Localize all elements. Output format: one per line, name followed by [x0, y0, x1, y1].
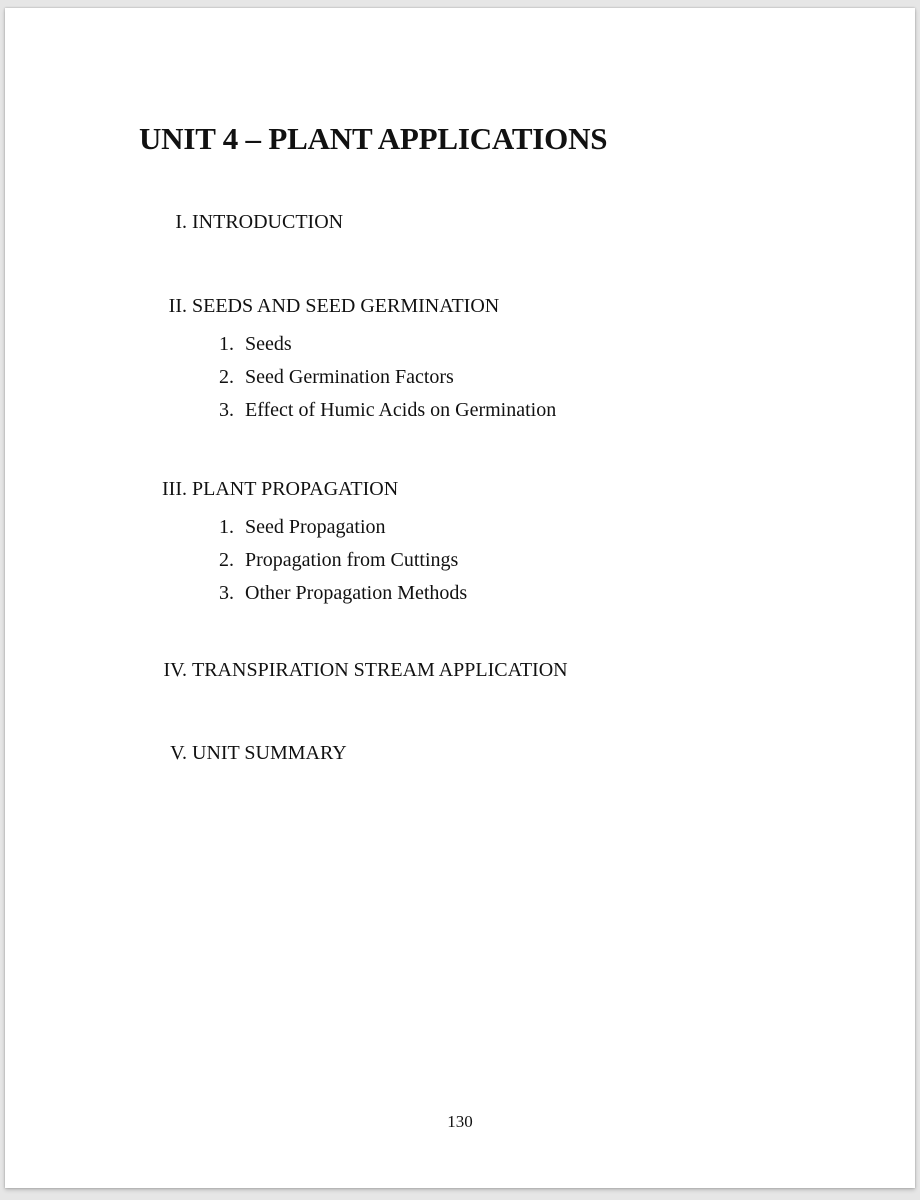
subsection-list — [5, 333, 915, 432]
section-label: TRANSPIRATION STREAM APPLICATION — [192, 659, 568, 681]
section-label: UNIT SUMMARY — [192, 742, 347, 764]
section-numeral: I. — [175, 211, 187, 233]
subsection-item — [5, 333, 915, 366]
section-numeral: IV. — [163, 659, 187, 681]
toc-section-unit-summary — [5, 742, 915, 768]
toc-section-seeds-germination — [5, 295, 915, 432]
subsection-label: Propagation from Cuttings — [245, 549, 459, 571]
section-label: PLANT PROPAGATION — [192, 478, 399, 500]
subsection-item — [5, 399, 915, 432]
section-label: INTRODUCTION — [192, 211, 344, 233]
subsection-number: 2. — [219, 366, 234, 388]
subsection-label: Other Propagation Methods — [245, 582, 468, 604]
toc-section-plant-propagation — [5, 478, 915, 615]
subsection-item — [5, 366, 915, 399]
page-number: 130 — [447, 1112, 473, 1131]
subsection-number: 1. — [219, 333, 234, 355]
subsection-number: 3. — [219, 582, 234, 604]
section-heading — [5, 211, 915, 237]
document-page — [5, 8, 915, 1188]
page-title: UNIT 4 – PLANT APPLICATIONS — [139, 121, 608, 156]
subsection-number: 1. — [219, 516, 234, 538]
subsection-item — [5, 516, 915, 549]
section-heading — [5, 478, 915, 504]
subsection-label: Seeds — [245, 333, 292, 355]
toc-section-introduction — [5, 211, 915, 237]
subsection-label: Seed Germination Factors — [245, 366, 454, 388]
subsection-item — [5, 582, 915, 615]
section-numeral: V. — [170, 742, 187, 764]
subsection-label: Seed Propagation — [245, 516, 386, 538]
section-heading — [5, 295, 915, 321]
subsection-list — [5, 516, 915, 615]
subsection-number: 2. — [219, 549, 234, 571]
section-label: SEEDS AND SEED GERMINATION — [192, 295, 500, 317]
section-heading — [5, 742, 915, 768]
subsection-label: Effect of Humic Acids on Germination — [245, 399, 557, 421]
subsection-item — [5, 549, 915, 582]
toc-section-transpiration-stream — [5, 659, 915, 685]
section-numeral: II. — [168, 295, 187, 317]
subsection-number: 3. — [219, 399, 234, 421]
section-heading — [5, 659, 915, 685]
section-numeral: III. — [162, 478, 187, 500]
